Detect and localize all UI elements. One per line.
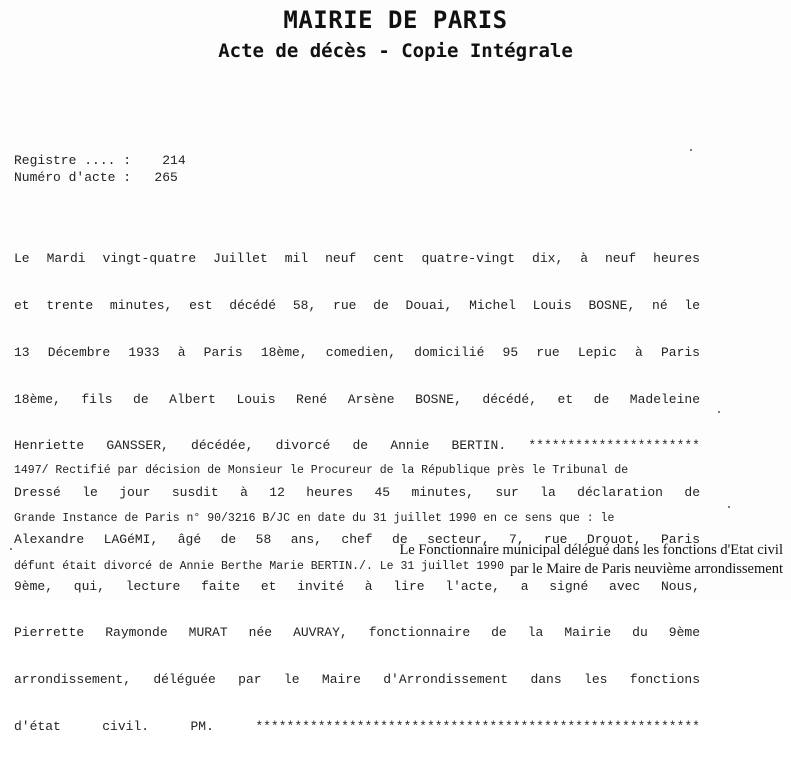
act-line: et trente minutes, est décédé 58, rue de Douai, Michel Louis BOSNE, né le [14, 297, 700, 313]
act-line: Le Mardi vingt-quatre Juillet mil neuf cent quatre-vingt dix, à neuf heures [14, 251, 700, 267]
signature-block [399, 541, 783, 579]
rectification-line: défunt était divorcé de Annie Berthe Marie BERTIN./. Le 31 juillet 1990 [14, 560, 504, 573]
act-line: Dressé le jour susdit à 12 heures 45 minutes, sur la déclaration de [14, 485, 700, 501]
act-line: Henriette GANSSER, décédée, divorcé de Annie BERTIN. ********************** [14, 438, 700, 454]
scan-speck [728, 506, 730, 508]
document-title: MAIRIE DE PARIS [283, 6, 508, 34]
rectification-line: Grande Instance de Paris n° 90/3216 B/JC en date du 31 juillet 1990 en ce sens que : le [14, 512, 615, 525]
rectification-line: 1497/ Rectifié par décision de Monsieur le Procureur de la République près le Tribunal de [14, 464, 629, 477]
signature-line-1: Le Fonctionnaire municipal délégué dans les fonctions d'Etat civil [399, 542, 783, 558]
act-line: 13 Décembre 1933 à Paris 18ème, comedien, domicilié 95 rue Lepic à Paris [14, 344, 700, 360]
numero-acte-line: Numéro d'acte : 265 [14, 170, 178, 185]
act-line: Pierrette Raymonde MURAT née AUVRAY, fonctionnaire de la Mairie du 9ème [14, 625, 700, 641]
act-line: 18ème, fils de Albert Louis René Arsène BOSNE, décédé, et de Madeleine [14, 391, 700, 407]
registre-line: Registre .... : 214 [14, 153, 186, 168]
registry-block [14, 152, 186, 186]
scan-speck [718, 411, 720, 413]
rectification-note [14, 431, 628, 607]
act-line: arrondissement, déléguée par le Maire d'Arrondissement dans les fonctions [14, 672, 700, 688]
act-line: d'état civil. PM. ********************************************************* [14, 719, 700, 734]
signature-line-2: par le Maire de Paris neuvième arrondissement [510, 561, 783, 577]
act-line: Alexandre LAGéMI, âgé de 58 ans, chef de secteur, 7, rue Drouot, Paris [14, 531, 700, 547]
scan-speck [690, 149, 692, 151]
act-line: 9ème, qui, lecture faite et invité à lire l'acte, a signé avec Nous, [14, 578, 700, 594]
document-subtitle: Acte de décès - Copie Intégrale [218, 40, 573, 62]
scan-speck [10, 548, 12, 550]
